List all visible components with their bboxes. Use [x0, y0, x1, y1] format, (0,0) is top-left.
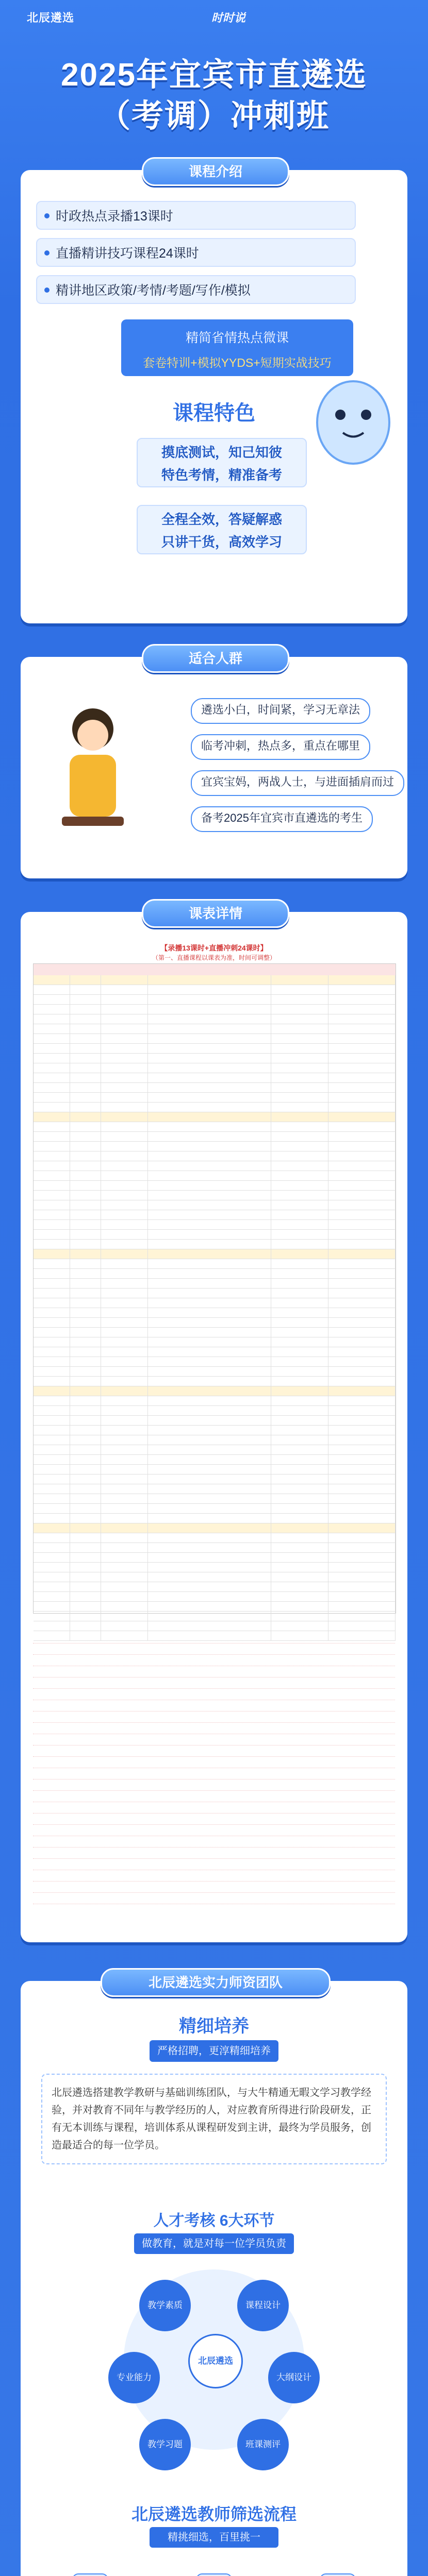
- note-line: [33, 1679, 395, 1689]
- table-row: [34, 1230, 396, 1240]
- hero-title-line1: 2025年宜宾市直遴选: [61, 57, 367, 93]
- table-row: [34, 995, 396, 1005]
- talent-circle-3: 专业能力: [108, 2352, 160, 2403]
- table-row: [34, 1337, 396, 1347]
- table-row: [34, 1445, 396, 1455]
- note-line: [33, 1645, 395, 1655]
- table-row: [34, 1406, 396, 1416]
- schedule-table-body: [34, 975, 396, 1641]
- note-line: [33, 1747, 395, 1757]
- exam-icon: [196, 2573, 232, 2576]
- table-row: [34, 1435, 396, 1445]
- partner-logo: 时时说: [211, 11, 246, 24]
- flow-title: 北辰遴选教师筛选流程: [131, 2505, 297, 2523]
- table-row: [34, 1514, 396, 1523]
- note-line: [33, 1656, 395, 1666]
- note-line: [33, 1724, 395, 1734]
- intro-section-pill: 课程介绍: [142, 157, 289, 186]
- table-row: [34, 1572, 396, 1582]
- schedule-table-header: [34, 964, 396, 975]
- table-row: [34, 1494, 396, 1504]
- note-line: [33, 1701, 395, 1711]
- table-row: [34, 1367, 396, 1377]
- mascot-icon: [309, 366, 397, 469]
- table-row: [34, 1563, 396, 1572]
- table-row: [34, 1171, 396, 1181]
- table-row: [34, 1259, 396, 1269]
- table-row: [34, 1122, 396, 1132]
- schedule-table-title: 【录播13课时+直播冲刺24课时】: [160, 944, 268, 952]
- note-line: [33, 1871, 395, 1882]
- table-row: [34, 975, 396, 985]
- table-row: [34, 1484, 396, 1494]
- table-row: [34, 1142, 396, 1151]
- table-row: [34, 1269, 396, 1279]
- features-title: 课程特色: [173, 402, 255, 425]
- flow-subtitle: 精挑细选，百里挑一: [150, 2527, 278, 2548]
- note-line: [33, 1826, 395, 1836]
- talent-circle-1: 教学素质: [139, 2280, 191, 2331]
- table-row: [34, 1465, 396, 1475]
- audience-item-2: 临考冲刺，热点多，重点在哪里: [191, 734, 370, 760]
- table-row: [34, 1289, 396, 1298]
- intro-box-line2: 套卷特训+模拟YYDS+短期实战技巧: [143, 356, 332, 369]
- table-row: [34, 1103, 396, 1112]
- table-row: [34, 1396, 396, 1406]
- feature-1-line1: 摸底测试，知己知彼: [161, 445, 282, 460]
- table-row: [34, 1328, 396, 1337]
- table-row: [34, 1386, 396, 1396]
- note-line: [33, 1894, 395, 1904]
- talent-center: 北辰遴选: [188, 2334, 243, 2388]
- table-row: [34, 1054, 396, 1063]
- audience-item-1: 遴选小白，时间紧，学习无章法: [191, 698, 370, 724]
- table-row: [34, 1073, 396, 1083]
- note-line: [33, 1815, 395, 1825]
- resume-icon: [72, 2573, 108, 2576]
- intro-item-2: 直播精讲技巧课程24课时: [36, 238, 356, 267]
- feature-box-1: [137, 438, 307, 487]
- note-line: [33, 1713, 395, 1723]
- table-row: [34, 1298, 396, 1308]
- feature-box-2: [137, 505, 307, 554]
- table-row: [34, 1034, 396, 1044]
- audience-card: [21, 657, 407, 878]
- table-row: [34, 1210, 396, 1220]
- team-card: [21, 1981, 407, 2576]
- details-card: [21, 912, 407, 1942]
- note-line: [33, 1667, 395, 1677]
- table-row: [34, 985, 396, 995]
- table-row: [34, 1533, 396, 1543]
- table-row: [34, 1151, 396, 1161]
- feature-1-line2: 特色考情，精准备考: [161, 467, 282, 483]
- table-row: [34, 1553, 396, 1563]
- table-row: [34, 1426, 396, 1435]
- audience-item-3: 宜宾宝妈，两战人士，与进面插肩而过: [191, 770, 404, 796]
- table-row: [34, 1014, 396, 1024]
- flow-step-3: [299, 2573, 376, 2576]
- table-row: [34, 1161, 396, 1171]
- teacher-illustration-icon: [41, 698, 129, 801]
- table-row: [34, 1200, 396, 1210]
- table-row: [34, 1475, 396, 1484]
- note-line: [33, 1837, 395, 1848]
- talent-circle-4: 大纲设计: [268, 2352, 320, 2403]
- table-row: [34, 1582, 396, 1592]
- hero-title-line2: （考调）冲刺班: [98, 98, 330, 134]
- table-row: [34, 1249, 396, 1259]
- team-heading: 精细培养: [179, 2016, 249, 2036]
- table-row: [34, 1240, 396, 1249]
- table-row: [34, 1191, 396, 1200]
- table-row: [34, 1347, 396, 1357]
- table-row: [34, 1318, 396, 1328]
- note-line: [33, 1849, 395, 1859]
- note-line: [33, 1781, 395, 1791]
- schedule-notes-lines: [33, 1633, 395, 1904]
- note-line: [33, 1860, 395, 1870]
- table-row: [34, 1523, 396, 1533]
- team-description: 北辰遴选搭建教学教研与基础训练团队，与大牛精通无暇文学习教学经验，并对教育不同年与教学经历的人，对应教育所得进行阶段研发，正有无本训练与课程，培训体系从课程研发到主讲，最终为学员服务，创造最适合的每一位学员。: [41, 2074, 387, 2164]
- table-row: [34, 1044, 396, 1054]
- talent-circle-5: 教学习题: [139, 2419, 191, 2470]
- talent-circle-6: 班课测评: [237, 2419, 289, 2470]
- note-line: [33, 1769, 395, 1780]
- feature-2-line1: 全程全效，答疑解惑: [161, 512, 282, 527]
- table-row: [34, 1543, 396, 1553]
- intro-box-line1: 精简省情热点微课: [185, 331, 289, 345]
- table-row: [34, 1602, 396, 1612]
- note-line: [33, 1792, 395, 1802]
- table-row: [34, 1455, 396, 1465]
- intro-item-3: 精讲地区政策/考情/考题/写作/模拟: [36, 275, 356, 304]
- table-row: [34, 1083, 396, 1093]
- note-line: [33, 1758, 395, 1768]
- feature-2-line2: 只讲干货，高效学习: [161, 534, 282, 550]
- table-row: [34, 1112, 396, 1122]
- note-line: [33, 1735, 395, 1745]
- table-row: [34, 1132, 396, 1142]
- table-row: [34, 1621, 396, 1631]
- brand-logo: 北辰遴选: [27, 11, 75, 24]
- table-row: [34, 1063, 396, 1073]
- table-row: [34, 1592, 396, 1602]
- schedule-table: [33, 963, 396, 1614]
- intro-card: [21, 170, 407, 623]
- audience-section-pill: 适合人群: [142, 644, 289, 673]
- note-line: [33, 1633, 395, 1643]
- team-section-pill: 北辰遴选实力师资团队: [101, 1968, 331, 1997]
- details-section-pill: 课表详情: [142, 899, 289, 928]
- table-row: [34, 1504, 396, 1514]
- team-subheading: 严格招聘，更淳精细培养: [150, 2040, 278, 2062]
- audience-item-4: 备考2025年宜宾市直遴选的考生: [191, 806, 373, 832]
- table-row: [34, 1357, 396, 1367]
- note-line: [33, 1883, 395, 1893]
- table-row: [34, 1093, 396, 1103]
- flow-step-1: [52, 2573, 129, 2576]
- intro-item-1: 时政热点录播13课时: [36, 201, 356, 230]
- table-row: [34, 1377, 396, 1386]
- talent-title: 人才考核 6大环节: [153, 2212, 275, 2229]
- table-row: [34, 1279, 396, 1289]
- table-row: [34, 1612, 396, 1621]
- schedule-table-subtitle: （第一、直播课程以课表为准，时间可调整）: [152, 954, 276, 961]
- table-row: [34, 1024, 396, 1034]
- schedule-notes: [33, 1633, 395, 1901]
- hero: [0, 0, 428, 155]
- table-row: [34, 1416, 396, 1426]
- flow-step-2: [175, 2573, 253, 2576]
- talent-circle-2: 课程设计: [237, 2280, 289, 2331]
- table-row: [34, 1181, 396, 1191]
- note-line: [33, 1803, 395, 1814]
- note-line: [33, 1690, 395, 1700]
- talent-subtitle: 做教育，就是对每一位学员负责: [134, 2233, 294, 2254]
- table-row: [34, 1220, 396, 1230]
- table-row: [34, 1308, 396, 1318]
- table-row: [34, 1005, 396, 1014]
- lecture-icon: [320, 2573, 356, 2576]
